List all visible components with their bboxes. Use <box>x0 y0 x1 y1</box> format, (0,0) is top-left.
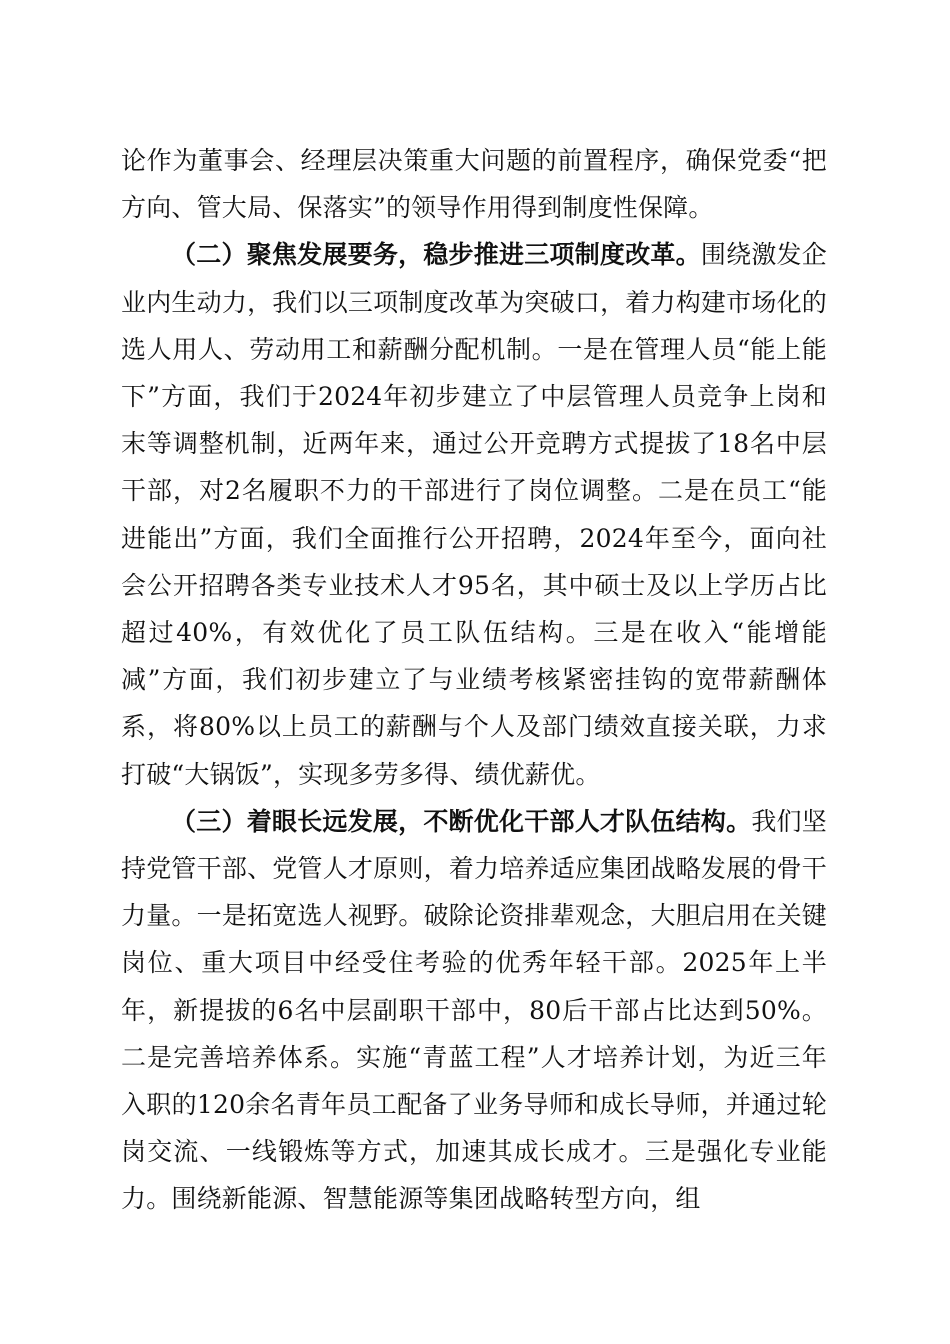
section-three-body: 我们坚持党管干部、党管人才原则，着力培养适应集团战略发展的骨干力量。一是拓宽选人视野。破除论资排辈观念，大胆启用在关键岗位、重大项目中经受住考验的优秀年轻干部。2025年上半年，新提拔的6名中层副职干部中，80后干部占比达到50%。二是完善培养体系。实施“青蓝工程”人才培养计划，为近三年入职的120余名青年员工配备了业务导师和成长导师，并通过轮岗交流、一线锻炼等方式，加速其成长成才。三是强化专业能力。围绕新能源、智慧能源等集团战略转型方向，组 <box>121 806 827 1214</box>
section-two-heading: （二）聚焦发展要务，稳步推进三项制度改革。 <box>171 240 701 270</box>
section-two-body: 围绕激发企业内生动力，我们以三项制度改革为突破口，着力构建市场化的选人用人、劳动用工和薪酬分配机制。一是在管理人员“能上能下”方面，我们于2024年初步建立了中层管理人员竞争上岗和末等调整机制，近两年来，通过公开竞聘方式提拔了18名中层干部，对2名履职不力的干部进行了岗位调整。二是在员工“能进能出”方面，我们全面推行公开招聘，2024年至今，面向社会公开招聘各类专业技术人才95名，其中硕士及以上学历占比超过40%，有效优化了员工队伍结构。三是在收入“能增能减”方面，我们初步建立了与业绩考核紧密挂钩的宽带薪酬体系，将80%以上员工的薪酬与个人及部门绩效直接关联，力求打破“大锅饭”，实现多劳多得、绩优薪优。 <box>121 240 827 789</box>
paragraph-section-three <box>121 798 827 1223</box>
section-three-heading: （三）着眼长远发展，不断优化干部人才队伍结构。 <box>171 806 752 836</box>
paragraph-section-two <box>121 231 827 797</box>
paragraph-continuation <box>121 137 827 231</box>
paragraph-body: 论作为董事会、经理层决策重大问题的前置程序，确保党委“把方向、管大局、保落实”的领导作用得到制度性保障。 <box>121 146 827 223</box>
body-text <box>121 137 827 1223</box>
